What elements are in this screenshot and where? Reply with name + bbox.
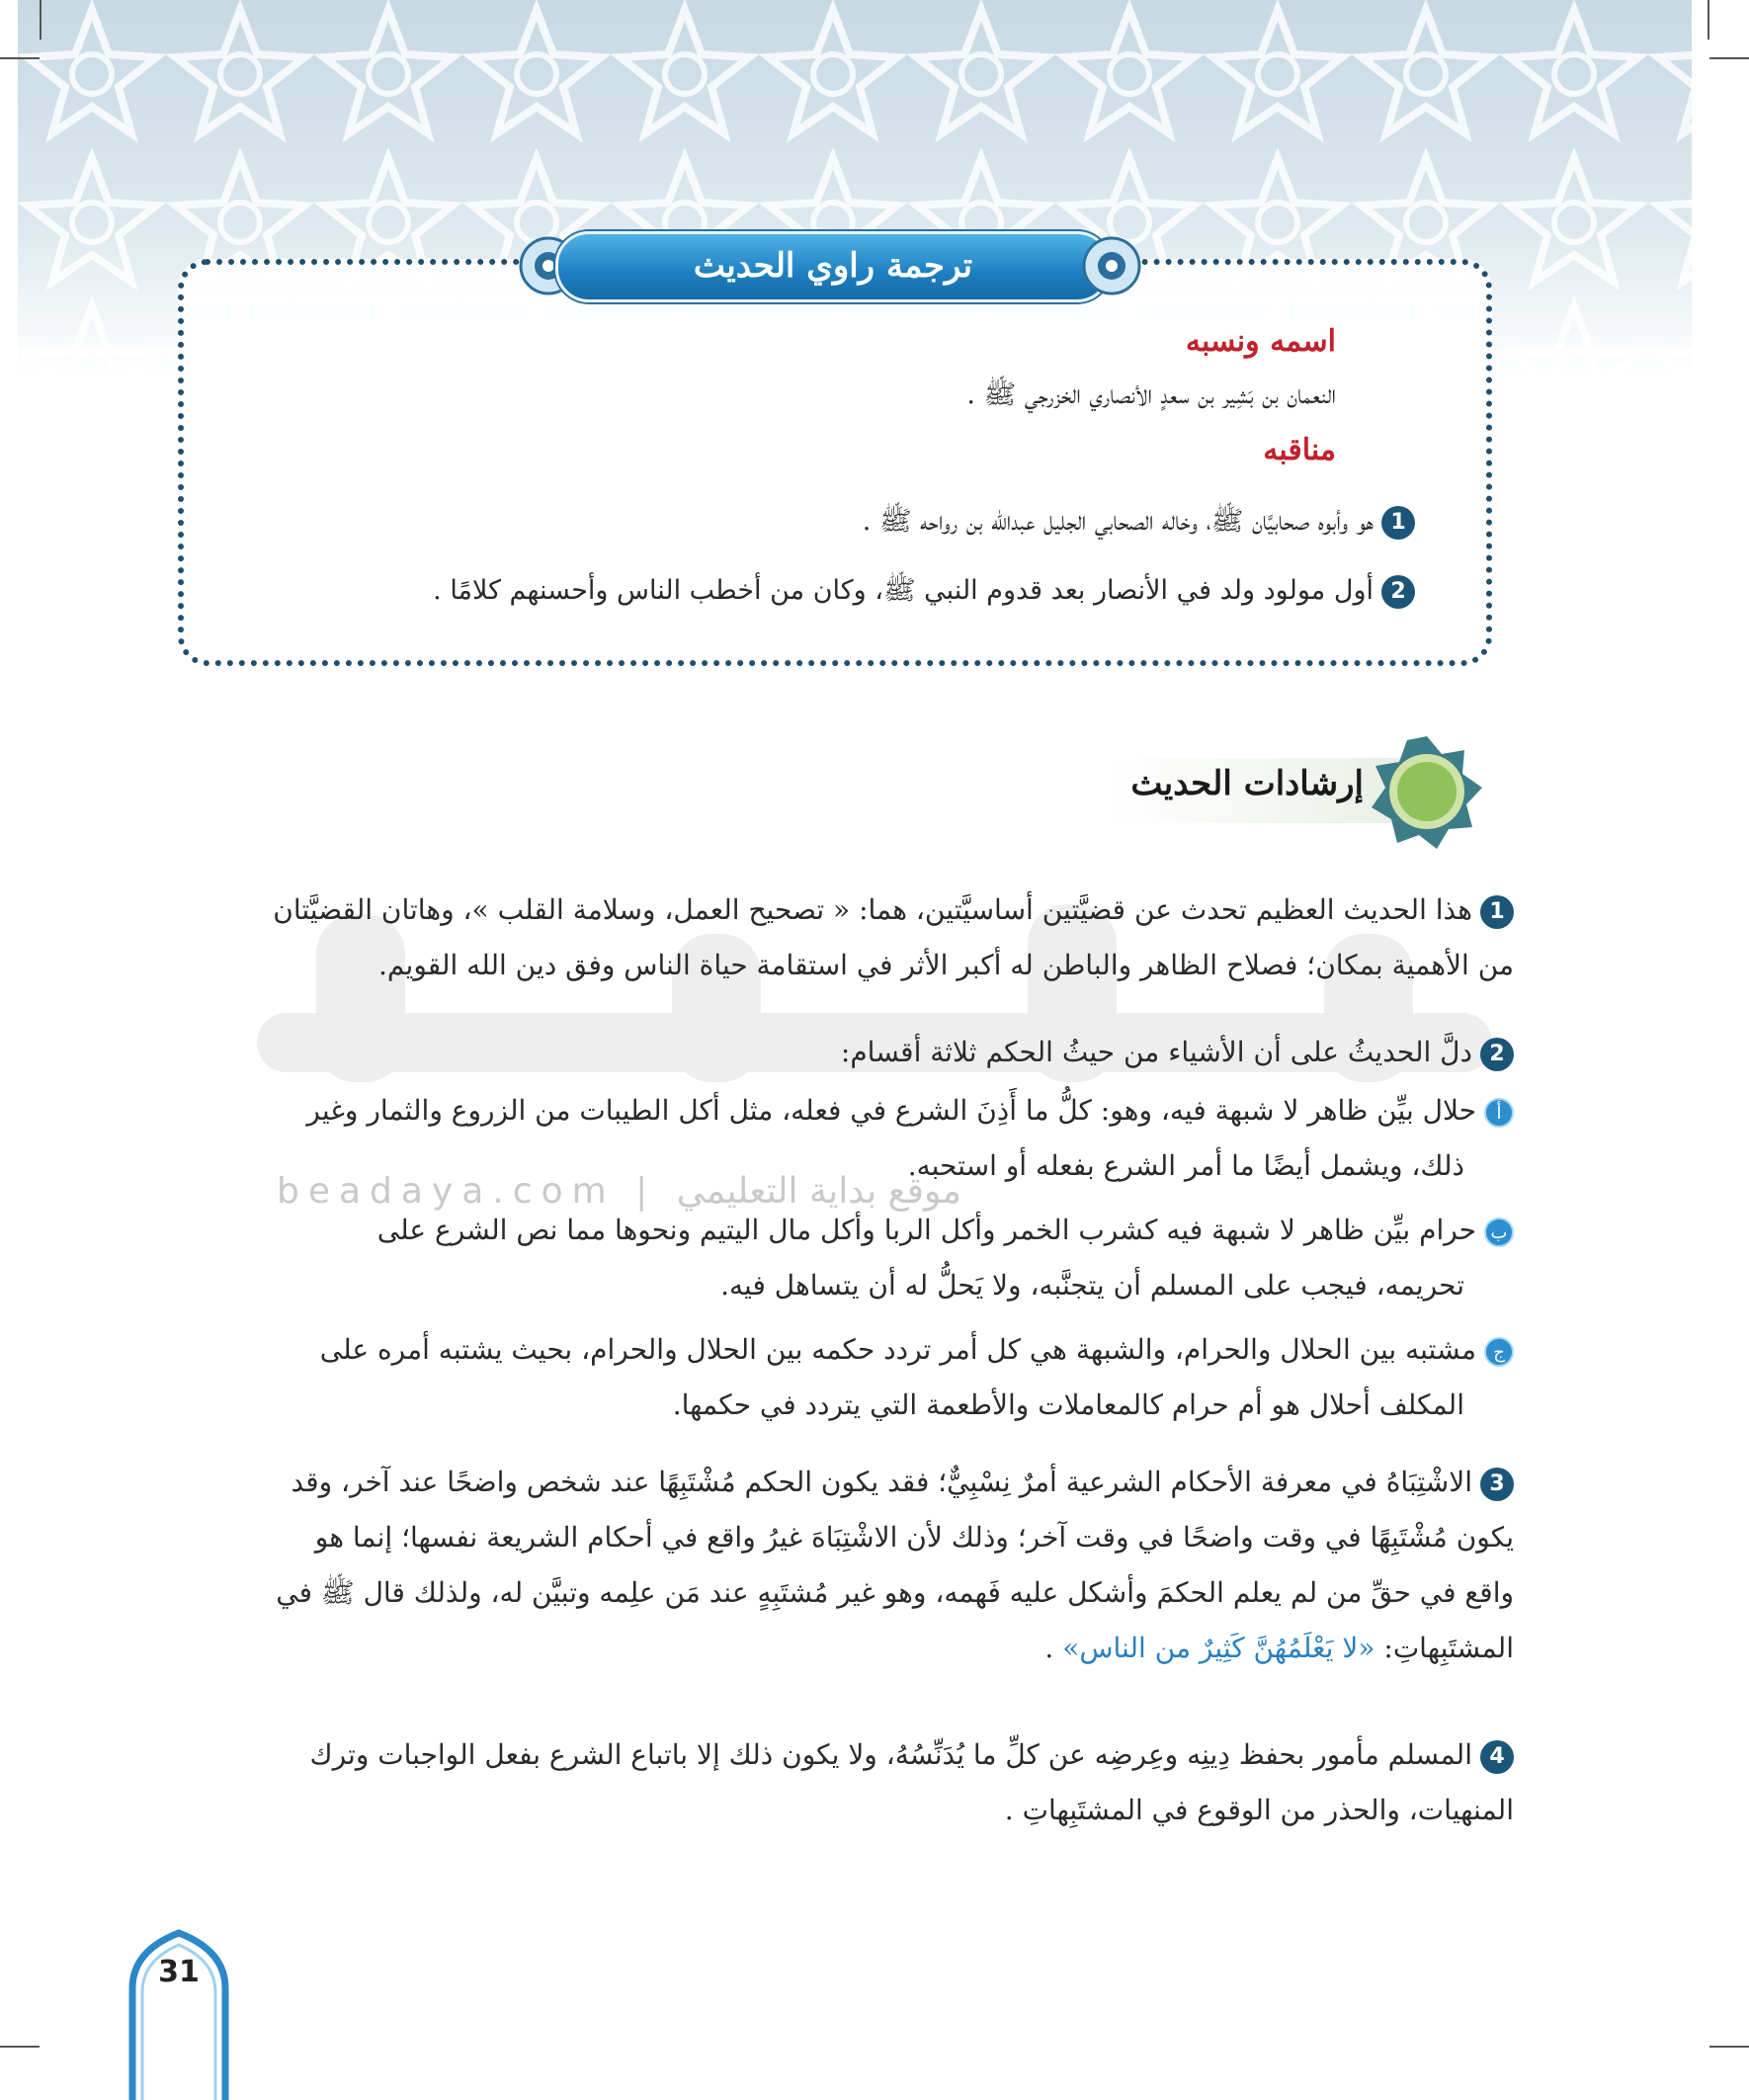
number-badge: 2 [1381,575,1415,609]
name-heading: اسمه ونسبه [1185,324,1336,359]
crop-mark [1709,57,1749,59]
letter-badge: ج [1484,1337,1514,1367]
hadith-quote: «لا يَعْلَمُهُنَّ كَثِيرٌ من الناس» [1062,1632,1375,1664]
point-line-suffix: . [1044,1632,1063,1664]
virtue-item [863,504,1415,544]
guidance-point-4 [229,1727,1514,1838]
point-line: يكون مُشْتَبِهًا في وقت واضحًا في وقت آخر؛ وذلك لأن الاشْتِبَاهَ غيرُ واقع في أحكام الشريعة نفسها؛ إنما هو [314,1521,1514,1554]
crop-mark [1707,0,1709,40]
star-ornament-icon [1368,732,1486,851]
crop-mark [1709,2046,1749,2048]
sub-point-a [229,1083,1514,1194]
sub-point-line: مشتبه بين الحلال والحرام، والشبهة هي كل أمر تردد حكمه بين الحلال والحرام، بحيث يشتبه أمره على [319,1333,1476,1366]
point-line: المنهيات، والحذر من الوقوع في المشتَبِهاتِ . [1004,1794,1514,1826]
number-badge: 1 [1381,506,1415,540]
letter-badge: ب [1484,1218,1514,1247]
point-line: دلَّ الحديثُ على أن الأشياء من حيثُ الحكم ثلاثة أقسام: [840,1036,1472,1068]
page-number: 31 [158,1955,200,1989]
number-badge: 3 [1480,1468,1514,1501]
sub-point-line: تحريمه، فيجب على المسلم أن يتجنَّبه، ولا يَحلُّ له أن يتساهل فيه. [720,1269,1464,1302]
sub-point-line: حرام بيِّن ظاهر لا شبهة فيه كشرب الخمر وأكل الربا وأكل مال اليتيم ونحوها مما نص الشرع على [376,1214,1476,1246]
sub-point-c [229,1322,1514,1433]
point-line: من الأهمية بمكان؛ فصلاح الظاهر والباطن له أكبر الأثر في استقامة حياة الناس وفق دين الله القويم. [378,949,1514,981]
virtue-text: هو وأبوه صحابيَّان ﷺ، وخاله الصحابي الجليل عبدالله بن رواحه ﷺ . [862,506,1374,537]
point-line: واقع في حقِّ من لم يعلم الحكمَ وأشكل عليه فَهمه، وهو غير مُشتَبِهٍ عند مَن علِمه وتبيَّن له، ولذلك قال ﷺ في [276,1576,1514,1609]
guidance-point-1 [229,882,1514,993]
crop-mark [0,2046,40,2048]
point-line-prefix: المشتَبِهاتِ: [1374,1632,1514,1664]
sub-point-line: المكلف أحلال هو أم حرام كالمعاملات والأطعمة التي يتردد في حكمها. [672,1388,1464,1421]
point-line: المسلم مأمور بحفظ دِينِه وعِرضِه عن كلِّ ما يُدَنِّسُهُ، ولا يكون ذلك إلا باتباع الشرع بفعل الواجبات وترك [309,1738,1472,1771]
letter-badge: أ [1484,1098,1514,1128]
number-badge: 2 [1480,1038,1514,1071]
number-badge: 4 [1480,1740,1514,1774]
virtue-text: أول مولود ولد في الأنصار بعد قدوم النبي ﷺ، وكان من أخطب الناس وأحسنهم كلامًا . [433,575,1374,606]
sub-point-b [229,1203,1514,1313]
virtue-item [433,573,1415,613]
name-text: النعمان بن بَشِير بن سعدٍ الأنصاري الخزرجي ﷺ . [966,379,1336,410]
sub-point-line: حلال بيِّن ظاهر لا شبهة فيه، وهو: كلُّ ما أَذِنَ الشرع في فعله، مثل أكل الطيبات من الزروع والثمار وغير [306,1094,1476,1127]
sub-point-line: ذلك، ويشمل أيضًا ما أمر الشرع بفعله أو استحبه. [907,1149,1464,1182]
biography-title: ترجمة راوي الحديث [555,231,1111,302]
number-badge: 1 [1480,895,1514,929]
crop-mark [0,57,40,59]
crop-mark [40,0,42,40]
guidance-point-2 [229,1025,1514,1080]
guidance-point-3 [229,1455,1514,1676]
section-title: إرشادات الحديث [1130,764,1364,803]
biography-banner [514,225,1146,304]
section-header [1097,726,1492,855]
point-line: هذا الحديث العظيم تحدث عن قضيَّتين أساسيَّتين، هما: « تصحيح العمل، وسلامة القلب »، وهاتان القضيَّتان [273,893,1472,926]
ornament-icon [1077,231,1146,300]
point-line [229,1621,1514,1676]
virtues-heading: مناقبه [1263,433,1336,467]
point-line: الاشْتِبَاهُ في معرفة الأحكام الشرعية أمرٌ نِسْبِيٌّ؛ فقد يكون الحكم مُشْتَبِهًا عند شخص واضحًا عند آخر، وقد [291,1466,1472,1498]
watermark-text: beadaya.com | موقع بداية التعليمي [277,1171,961,1212]
